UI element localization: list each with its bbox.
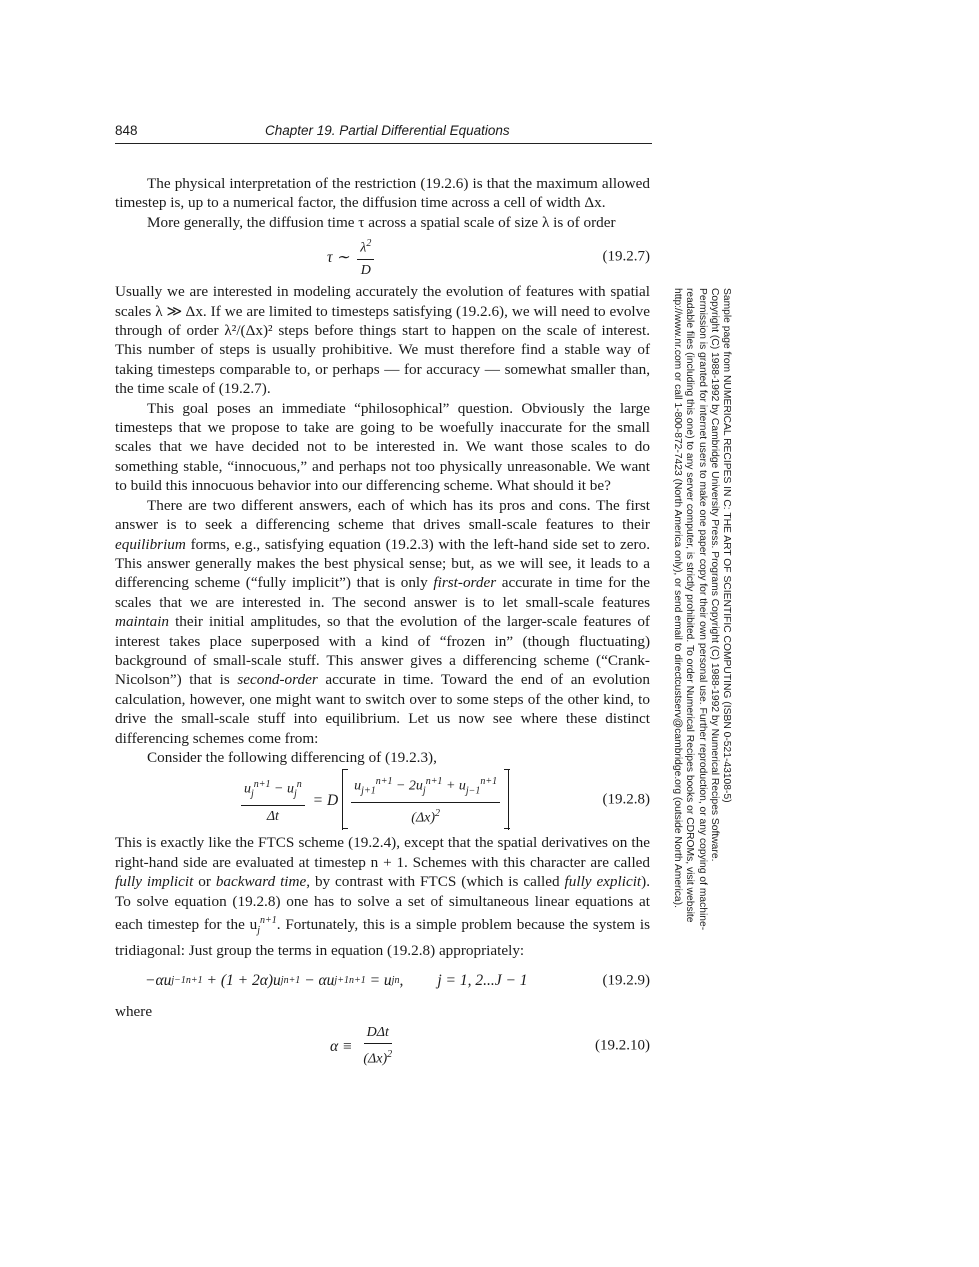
equation-19-2-8-math: $\frac{u_j^{n+1} - u_j^n}{\Delta t}$ = D $\frac{u_{j+1}^{n+1} - 2u_j^{n+1} + u_{j-1}^{n+1}}{(\Delta x)^2}$ [237, 767, 509, 833]
chapter-title: Chapter 19. Partial Differential Equations [265, 123, 510, 138]
text-span: their initial amplitudes, so that the evolution of the larger-scale features of interest takes place superposed with a kind of “frozen in” (though fluctuating) background of small-scale stuff. This answer gives a differencing scheme (“Crank-Nicolson”) that is [115, 613, 650, 689]
equation-19-2-9 [115, 960, 650, 1002]
notice-line: http://www.nr.com or call 1-800-872-7423 (North America only), or send email to directcustserv@cambridge.org (outside North America). [672, 288, 684, 908]
text-span: forms, e.g., satisfying equation (19.2.3) with the left-hand side set to zero. This answer generally makes the best physical sense; but, as we will see, it leads to a differencing scheme (“fully implicit”) that is only [115, 535, 650, 592]
notice-line: Permission is granted for internet users to make one paper copy for their own personal use. Further reproduction, or any copying of machine- [696, 288, 708, 931]
equation-19-2-9-math: −αu j−1 n+1 + (1 + 2α)u j n+1 − αu j+1 n+1 = u j n , j = 1, 2...J − 1 [145, 972, 528, 990]
equation-number: (19.2.9) [602, 972, 650, 989]
equation-number: (19.2.8) [602, 791, 650, 808]
emphasis: first-order [433, 574, 497, 592]
text-span: accurate in time. Toward the end of an evolution calculation, however, one might want to switch over to some steps of the other kind, to drive the small-scale stuff into equilibrium. Let us now see where these distinct differencing schemes come from: [115, 671, 650, 747]
emphasis: maintain [115, 613, 170, 631]
paragraph-5 [115, 496, 650, 748]
paragraph-6: Consider the following differencing of (19.2.3), [147, 748, 437, 766]
emphasis: equilibrium [115, 535, 186, 553]
equation-19-2-10 [115, 1021, 650, 1071]
running-header [115, 121, 652, 144]
equation-number: (19.2.10) [595, 1037, 650, 1054]
paragraph-7: This is exactly like the FTCS scheme (19.2.4), except that the spatial derivatives on the right-hand side are evaluated at timestep n + 1. Schemes with this character are called fully implicit or backward time, by contrast with FTCS (which is called fully explicit). To solve equation (19.2.8) one has to solve a set of simultaneous linear equations at each timestep for the $u_j^{n+1}$. Fortunately, this is a simple problem because the system is tridiagonal: Just group the terms in equation (19.2.8) appropriately: [115, 834, 650, 959]
paragraph-2: More generally, the diffusion time τ across a spatial scale of size λ is of order [147, 213, 616, 231]
text-span: This is exactly like the FTCS scheme (19.2.4), except that the spatial derivatives on the right-hand side are evaluated at timestep n + 1. Schemes with this character are called [115, 834, 650, 871]
paragraph-1: The physical interpretation of the restriction (19.2.6) is that the maximum allowed timestep is, up to a numerical factor, the diffusion time across a cell of width Δx. [115, 175, 650, 212]
text-span: There are two different answers, each of which has its pros and cons. The first answer is to seek a differencing scheme that drives small-scale features to their [115, 496, 650, 534]
notice-line: Copyright (C) 1988-1992 by Cambridge University Press. Programs Copyright (C) 1988-1992 by Numerical Recipes Software. [708, 288, 720, 862]
emphasis: fully explicit [564, 873, 642, 891]
page-number: 848 [115, 123, 138, 138]
equation-19-2-8 [115, 767, 650, 833]
equation-range: j = 1, 2...J − 1 [437, 972, 528, 990]
notice-line: readable files (including this one) to any server computer, is strictly prohibited. To order Numerical Recipes books or CDROMs, visit website [684, 288, 696, 923]
text-span: , by contrast with FTCS (which is called [306, 873, 565, 891]
text-span: or [193, 873, 216, 891]
paragraph-3: Usually we are interested in modeling accurately the evolution of features with spatial scales λ ≫ Δx. If we are limited to timesteps satisfying (19.2.6), we will need to evolve through of order λ²/(Δx)² steps before things start to happen on the scale of interest. This number of steps is usually prohibitive. We must therefore find a stable way of taking timesteps comparable to, or perhaps — for accuracy — somewhat smaller than, the time scale of (19.2.7). [115, 283, 650, 398]
paragraph-8: where [115, 1002, 153, 1020]
emphasis: fully implicit [115, 873, 194, 891]
equation-19-2-10-math: α ≡ $\frac{\text{DΔt}}{(\Delta x)^2}$ [330, 1025, 393, 1068]
copyright-notice [671, 288, 732, 1048]
text-span: accurate in time for the scales that we are interested in. The second answer is to let small-scale features [115, 574, 650, 611]
text-span: . Fortunately, this is a simple problem because the system is tridiagonal: Just group the terms in equation (19.2.8) appropriately: [115, 916, 650, 959]
emphasis: backward time [215, 873, 307, 891]
equation-number: (19.2.7) [602, 248, 650, 265]
text-span: ). To solve equation (19.2.8) one has to solve a set of simultaneous linear equations at each timestep for the u [115, 873, 650, 934]
body-text [115, 174, 650, 1071]
emphasis: second-order [237, 671, 318, 689]
equation-19-2-7-math: τ ∼ $\frac{\lambda^2}{D}$ [327, 232, 378, 282]
equation-19-2-7 [115, 232, 650, 282]
paragraph-4: This goal poses an immediate “philosophical” question. Obviously the large timesteps that we propose to take are going to be woefully inaccurate for the small scales that we have decided not to be interested in. We want those scales to do something stable, “innocuous,” and perhaps not too physically unreasonable. We want to build this innocuous behavior into our differencing scheme. What should it be? [115, 399, 650, 495]
notice-line: Sample page from NUMERICAL RECIPES IN C: THE ART OF SCIENTIFIC COMPUTING (ISBN 0-521-43108-5) [721, 288, 732, 803]
